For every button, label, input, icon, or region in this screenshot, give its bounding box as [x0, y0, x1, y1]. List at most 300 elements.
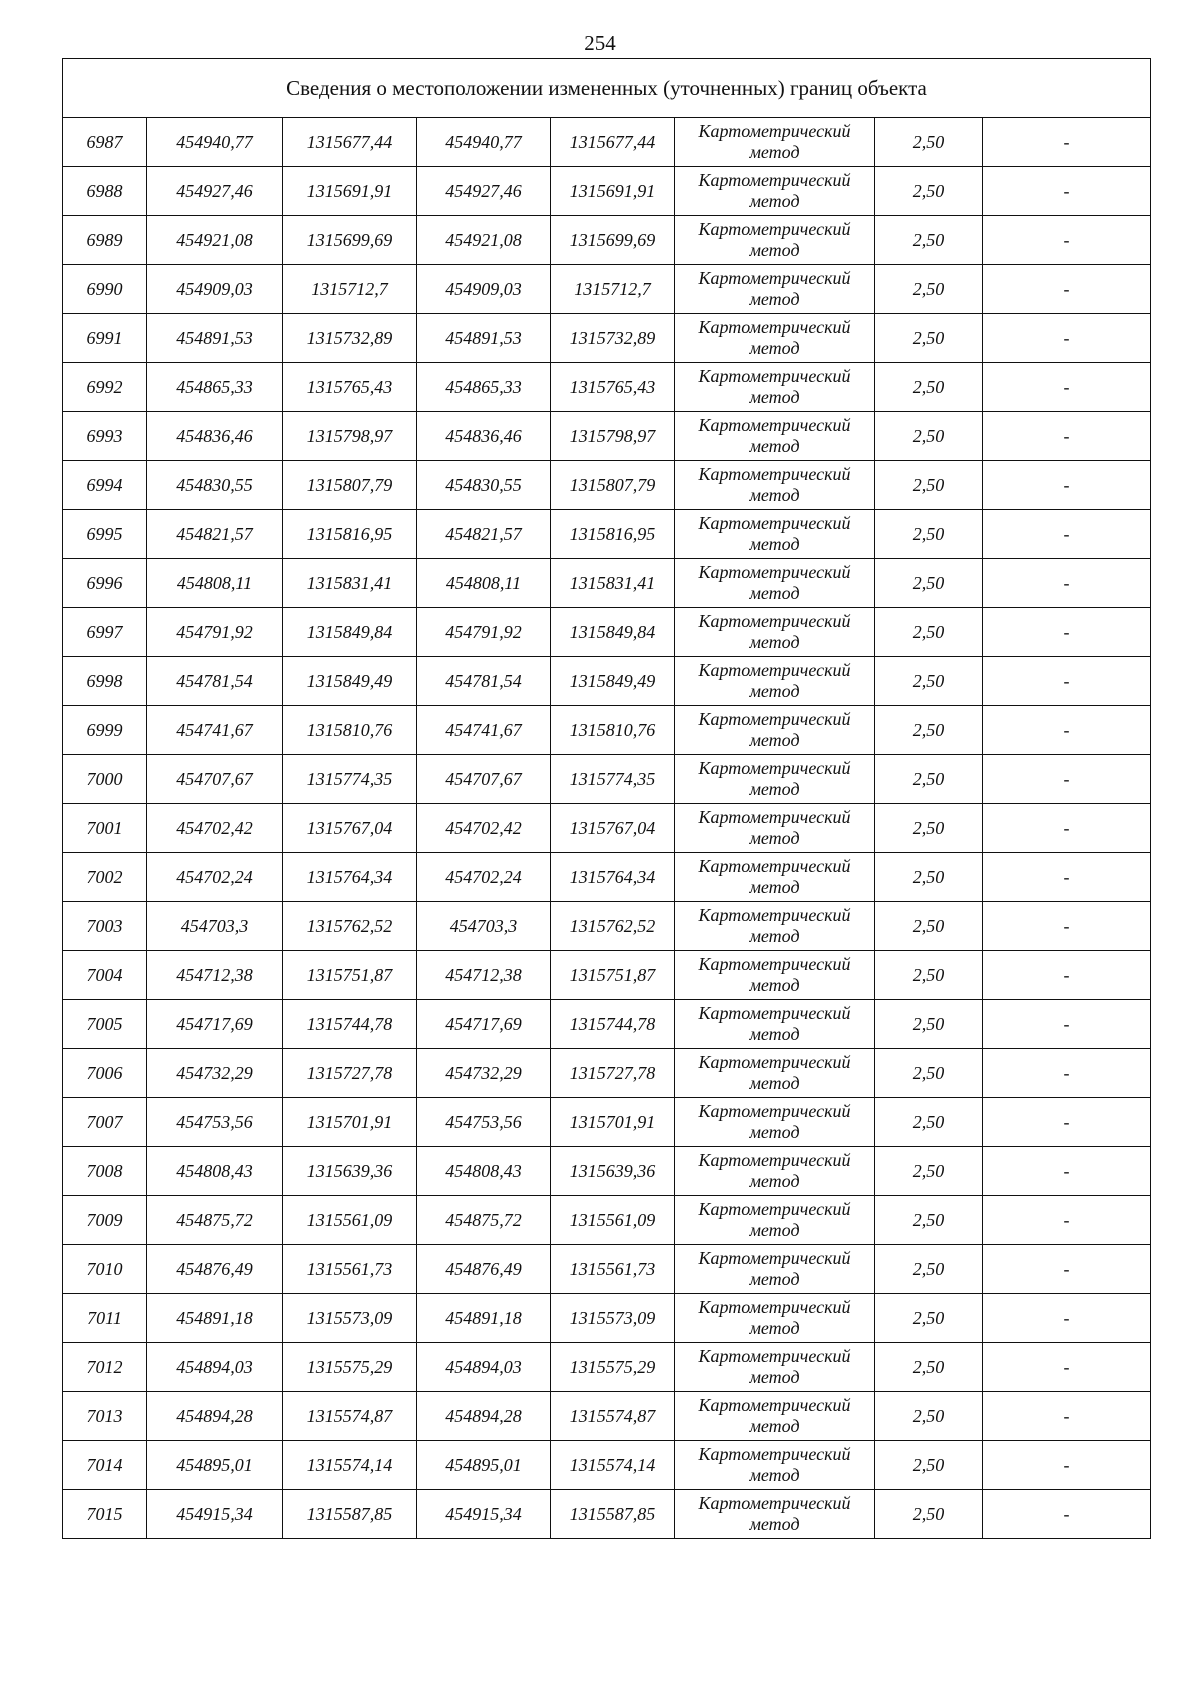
method-text: Картометрический: [698, 1150, 851, 1170]
existing-x-cell: 454836,46: [147, 412, 283, 461]
description-cell: -: [983, 510, 1151, 559]
accuracy-cell: 2,50: [875, 1343, 983, 1392]
method-text: Картометрический: [698, 1297, 851, 1317]
method-text: Картометрический: [698, 660, 851, 680]
accuracy-cell: 2,50: [875, 853, 983, 902]
method-text: метод: [749, 1122, 800, 1142]
point-number-cell: 7005: [63, 1000, 147, 1049]
refined-x-cell: 454891,53: [417, 314, 551, 363]
method-text: метод: [749, 632, 800, 652]
description-cell: -: [983, 657, 1151, 706]
description-cell: -: [983, 1343, 1151, 1392]
refined-y-cell: 1315587,85: [551, 1490, 675, 1539]
method-text: метод: [749, 1220, 800, 1240]
method-cell: [675, 461, 875, 510]
existing-y-cell: 1315810,76: [283, 706, 417, 755]
point-number-cell: 7003: [63, 902, 147, 951]
method-text: Картометрический: [698, 1395, 851, 1415]
point-number-cell: 7004: [63, 951, 147, 1000]
accuracy-cell: 2,50: [875, 951, 983, 1000]
method-text: Картометрический: [698, 513, 851, 533]
accuracy-cell: 2,50: [875, 902, 983, 951]
refined-x-cell: 454875,72: [417, 1196, 551, 1245]
table-body: [63, 59, 1151, 1539]
existing-y-cell: 1315727,78: [283, 1049, 417, 1098]
method-text: Картометрический: [698, 268, 851, 288]
method-text: метод: [749, 681, 800, 701]
method-text: метод: [749, 534, 800, 554]
method-text: метод: [749, 877, 800, 897]
description-cell: -: [983, 559, 1151, 608]
accuracy-cell: 2,50: [875, 1000, 983, 1049]
point-number-cell: 7013: [63, 1392, 147, 1441]
method-text: Картометрический: [698, 562, 851, 582]
refined-x-cell: 454876,49: [417, 1245, 551, 1294]
refined-x-cell: 454753,56: [417, 1098, 551, 1147]
method-cell: [675, 1196, 875, 1245]
accuracy-cell: 2,50: [875, 1196, 983, 1245]
method-text: Картометрический: [698, 954, 851, 974]
refined-x-cell: 454702,42: [417, 804, 551, 853]
method-text: Картометрический: [698, 366, 851, 386]
description-cell: -: [983, 363, 1151, 412]
method-cell: [675, 657, 875, 706]
existing-x-cell: 454702,24: [147, 853, 283, 902]
method-text: метод: [749, 1367, 800, 1387]
accuracy-cell: 2,50: [875, 1147, 983, 1196]
method-text: метод: [749, 1514, 800, 1534]
existing-x-cell: 454830,55: [147, 461, 283, 510]
table-row: [63, 902, 1151, 951]
refined-x-cell: 454891,18: [417, 1294, 551, 1343]
refined-x-cell: 454909,03: [417, 265, 551, 314]
existing-x-cell: 454894,03: [147, 1343, 283, 1392]
point-number-cell: 6988: [63, 167, 147, 216]
method-cell: [675, 363, 875, 412]
refined-x-cell: 454894,03: [417, 1343, 551, 1392]
table-row: [63, 1245, 1151, 1294]
table-row: [63, 853, 1151, 902]
method-text: Картометрический: [698, 415, 851, 435]
table-title-row: [63, 59, 1151, 118]
method-text: метод: [749, 436, 800, 456]
refined-y-cell: 1315807,79: [551, 461, 675, 510]
method-text: Картометрический: [698, 1493, 851, 1513]
accuracy-cell: 2,50: [875, 1392, 983, 1441]
method-text: Картометрический: [698, 464, 851, 484]
method-text: Картометрический: [698, 758, 851, 778]
existing-x-cell: 454732,29: [147, 1049, 283, 1098]
table-row: [63, 265, 1151, 314]
accuracy-cell: 2,50: [875, 265, 983, 314]
description-cell: -: [983, 706, 1151, 755]
table-row: [63, 1196, 1151, 1245]
description-cell: -: [983, 1441, 1151, 1490]
description-cell: -: [983, 804, 1151, 853]
existing-x-cell: 454895,01: [147, 1441, 283, 1490]
table-row: [63, 1147, 1151, 1196]
point-number-cell: 6987: [63, 118, 147, 167]
method-text: Картометрический: [698, 1248, 851, 1268]
accuracy-cell: 2,50: [875, 1490, 983, 1539]
method-text: метод: [749, 1465, 800, 1485]
table-row: [63, 1490, 1151, 1539]
point-number-cell: 7000: [63, 755, 147, 804]
method-cell: [675, 1147, 875, 1196]
table-row: [63, 1343, 1151, 1392]
table-row: [63, 510, 1151, 559]
existing-y-cell: 1315764,34: [283, 853, 417, 902]
existing-y-cell: 1315573,09: [283, 1294, 417, 1343]
method-cell: [675, 755, 875, 804]
method-text: метод: [749, 583, 800, 603]
point-number-cell: 6991: [63, 314, 147, 363]
existing-y-cell: 1315574,14: [283, 1441, 417, 1490]
description-cell: -: [983, 1392, 1151, 1441]
refined-x-cell: 454732,29: [417, 1049, 551, 1098]
description-cell: -: [983, 1000, 1151, 1049]
refined-x-cell: 454712,38: [417, 951, 551, 1000]
refined-y-cell: 1315639,36: [551, 1147, 675, 1196]
existing-y-cell: 1315744,78: [283, 1000, 417, 1049]
table-row: [63, 412, 1151, 461]
table-row: [63, 1000, 1151, 1049]
existing-x-cell: 454875,72: [147, 1196, 283, 1245]
description-cell: -: [983, 1147, 1151, 1196]
method-text: Картометрический: [698, 1101, 851, 1121]
method-cell: [675, 167, 875, 216]
existing-y-cell: 1315677,44: [283, 118, 417, 167]
method-cell: [675, 559, 875, 608]
existing-x-cell: 454891,53: [147, 314, 283, 363]
description-cell: -: [983, 118, 1151, 167]
refined-x-cell: 454741,67: [417, 706, 551, 755]
method-text: Картометрический: [698, 856, 851, 876]
table-title: Сведения о местоположении измененных (уточненных) границ объекта: [63, 59, 1151, 118]
method-text: Картометрический: [698, 807, 851, 827]
refined-y-cell: 1315744,78: [551, 1000, 675, 1049]
existing-y-cell: 1315798,97: [283, 412, 417, 461]
method-cell: [675, 216, 875, 265]
refined-y-cell: 1315677,44: [551, 118, 675, 167]
accuracy-cell: 2,50: [875, 804, 983, 853]
accuracy-cell: 2,50: [875, 1049, 983, 1098]
method-text: метод: [749, 730, 800, 750]
method-text: метод: [749, 1269, 800, 1289]
existing-x-cell: 454808,11: [147, 559, 283, 608]
method-cell: [675, 706, 875, 755]
accuracy-cell: 2,50: [875, 314, 983, 363]
method-cell: [675, 510, 875, 559]
existing-y-cell: 1315774,35: [283, 755, 417, 804]
refined-x-cell: 454940,77: [417, 118, 551, 167]
table-row: [63, 951, 1151, 1000]
description-cell: -: [983, 755, 1151, 804]
point-number-cell: 6995: [63, 510, 147, 559]
table-row: [63, 1098, 1151, 1147]
refined-x-cell: 454707,67: [417, 755, 551, 804]
refined-y-cell: 1315816,95: [551, 510, 675, 559]
accuracy-cell: 2,50: [875, 657, 983, 706]
refined-x-cell: 454921,08: [417, 216, 551, 265]
method-text: метод: [749, 828, 800, 848]
refined-y-cell: 1315774,35: [551, 755, 675, 804]
existing-y-cell: 1315762,52: [283, 902, 417, 951]
method-text: Картометрический: [698, 1052, 851, 1072]
description-cell: -: [983, 1490, 1151, 1539]
description-cell: -: [983, 1196, 1151, 1245]
method-cell: [675, 1294, 875, 1343]
description-cell: -: [983, 902, 1151, 951]
table-row: [63, 167, 1151, 216]
method-text: метод: [749, 240, 800, 260]
existing-x-cell: 454894,28: [147, 1392, 283, 1441]
point-number-cell: 6992: [63, 363, 147, 412]
refined-x-cell: 454808,43: [417, 1147, 551, 1196]
point-number-cell: 7007: [63, 1098, 147, 1147]
method-cell: [675, 1098, 875, 1147]
existing-y-cell: 1315807,79: [283, 461, 417, 510]
accuracy-cell: 2,50: [875, 1441, 983, 1490]
point-number-cell: 6998: [63, 657, 147, 706]
point-number-cell: 6996: [63, 559, 147, 608]
method-text: метод: [749, 142, 800, 162]
existing-x-cell: 454915,34: [147, 1490, 283, 1539]
table-row: [63, 755, 1151, 804]
refined-x-cell: 454703,3: [417, 902, 551, 951]
existing-y-cell: 1315701,91: [283, 1098, 417, 1147]
refined-x-cell: 454927,46: [417, 167, 551, 216]
accuracy-cell: 2,50: [875, 1098, 983, 1147]
method-text: Картометрический: [698, 709, 851, 729]
refined-x-cell: 454915,34: [417, 1490, 551, 1539]
point-number-cell: 7014: [63, 1441, 147, 1490]
existing-x-cell: 454876,49: [147, 1245, 283, 1294]
refined-y-cell: 1315764,34: [551, 853, 675, 902]
table-row: [63, 657, 1151, 706]
table-row: [63, 608, 1151, 657]
method-text: метод: [749, 1318, 800, 1338]
refined-y-cell: 1315699,69: [551, 216, 675, 265]
refined-y-cell: 1315575,29: [551, 1343, 675, 1392]
accuracy-cell: 2,50: [875, 118, 983, 167]
refined-y-cell: 1315765,43: [551, 363, 675, 412]
point-number-cell: 6990: [63, 265, 147, 314]
method-text: Картометрический: [698, 1003, 851, 1023]
method-text: метод: [749, 338, 800, 358]
accuracy-cell: 2,50: [875, 559, 983, 608]
existing-y-cell: 1315751,87: [283, 951, 417, 1000]
existing-y-cell: 1315849,49: [283, 657, 417, 706]
existing-x-cell: 454781,54: [147, 657, 283, 706]
description-cell: -: [983, 608, 1151, 657]
method-cell: [675, 1392, 875, 1441]
existing-y-cell: 1315732,89: [283, 314, 417, 363]
refined-x-cell: 454830,55: [417, 461, 551, 510]
accuracy-cell: 2,50: [875, 755, 983, 804]
method-text: метод: [749, 1171, 800, 1191]
refined-x-cell: 454808,11: [417, 559, 551, 608]
method-text: Картометрический: [698, 219, 851, 239]
refined-x-cell: 454894,28: [417, 1392, 551, 1441]
existing-x-cell: 454791,92: [147, 608, 283, 657]
method-cell: [675, 1441, 875, 1490]
point-number-cell: 7015: [63, 1490, 147, 1539]
point-number-cell: 7002: [63, 853, 147, 902]
table-row: [63, 706, 1151, 755]
existing-y-cell: 1315849,84: [283, 608, 417, 657]
point-number-cell: 7006: [63, 1049, 147, 1098]
method-cell: [675, 853, 875, 902]
table-row: [63, 363, 1151, 412]
refined-y-cell: 1315573,09: [551, 1294, 675, 1343]
accuracy-cell: 2,50: [875, 461, 983, 510]
accuracy-cell: 2,50: [875, 1294, 983, 1343]
method-text: Картометрический: [698, 1444, 851, 1464]
method-text: метод: [749, 1024, 800, 1044]
point-number-cell: 6993: [63, 412, 147, 461]
refined-x-cell: 454717,69: [417, 1000, 551, 1049]
accuracy-cell: 2,50: [875, 167, 983, 216]
method-cell: [675, 118, 875, 167]
refined-y-cell: 1315849,49: [551, 657, 675, 706]
existing-y-cell: 1315587,85: [283, 1490, 417, 1539]
description-cell: -: [983, 1049, 1151, 1098]
description-cell: -: [983, 265, 1151, 314]
accuracy-cell: 2,50: [875, 216, 983, 265]
table-row: [63, 216, 1151, 265]
existing-x-cell: 454702,42: [147, 804, 283, 853]
refined-y-cell: 1315849,84: [551, 608, 675, 657]
table-row: [63, 461, 1151, 510]
refined-y-cell: 1315798,97: [551, 412, 675, 461]
method-text: метод: [749, 975, 800, 995]
table-row: [63, 559, 1151, 608]
existing-x-cell: 454921,08: [147, 216, 283, 265]
method-text: Картометрический: [698, 121, 851, 141]
accuracy-cell: 2,50: [875, 1245, 983, 1294]
description-cell: -: [983, 1294, 1151, 1343]
existing-y-cell: 1315767,04: [283, 804, 417, 853]
existing-x-cell: 454712,38: [147, 951, 283, 1000]
method-text: метод: [749, 191, 800, 211]
accuracy-cell: 2,50: [875, 510, 983, 559]
existing-y-cell: 1315691,91: [283, 167, 417, 216]
refined-x-cell: 454821,57: [417, 510, 551, 559]
existing-x-cell: 454808,43: [147, 1147, 283, 1196]
method-cell: [675, 1000, 875, 1049]
existing-y-cell: 1315816,95: [283, 510, 417, 559]
description-cell: -: [983, 314, 1151, 363]
refined-y-cell: 1315574,14: [551, 1441, 675, 1490]
point-number-cell: 7001: [63, 804, 147, 853]
refined-x-cell: 454836,46: [417, 412, 551, 461]
table-row: [63, 1294, 1151, 1343]
method-text: метод: [749, 779, 800, 799]
existing-y-cell: 1315574,87: [283, 1392, 417, 1441]
method-cell: [675, 412, 875, 461]
existing-x-cell: 454927,46: [147, 167, 283, 216]
existing-x-cell: 454703,3: [147, 902, 283, 951]
point-number-cell: 7008: [63, 1147, 147, 1196]
refined-x-cell: 454895,01: [417, 1441, 551, 1490]
refined-y-cell: 1315691,91: [551, 167, 675, 216]
refined-y-cell: 1315767,04: [551, 804, 675, 853]
page-number: 254: [584, 31, 616, 55]
point-number-cell: 7010: [63, 1245, 147, 1294]
table-row: [63, 1441, 1151, 1490]
method-cell: [675, 608, 875, 657]
existing-y-cell: 1315575,29: [283, 1343, 417, 1392]
refined-x-cell: 454791,92: [417, 608, 551, 657]
existing-y-cell: 1315699,69: [283, 216, 417, 265]
method-cell: [675, 265, 875, 314]
point-number-cell: 7011: [63, 1294, 147, 1343]
description-cell: -: [983, 167, 1151, 216]
accuracy-cell: 2,50: [875, 706, 983, 755]
point-number-cell: 7012: [63, 1343, 147, 1392]
existing-x-cell: 454753,56: [147, 1098, 283, 1147]
existing-x-cell: 454891,18: [147, 1294, 283, 1343]
method-text: метод: [749, 926, 800, 946]
existing-x-cell: 454707,67: [147, 755, 283, 804]
refined-y-cell: 1315574,87: [551, 1392, 675, 1441]
description-cell: -: [983, 1098, 1151, 1147]
method-text: Картометрический: [698, 317, 851, 337]
refined-x-cell: 454702,24: [417, 853, 551, 902]
method-text: Картометрический: [698, 170, 851, 190]
method-cell: [675, 902, 875, 951]
method-cell: [675, 1343, 875, 1392]
point-number-cell: 6994: [63, 461, 147, 510]
existing-x-cell: 454865,33: [147, 363, 283, 412]
table-row: [63, 1392, 1151, 1441]
refined-y-cell: 1315810,76: [551, 706, 675, 755]
refined-x-cell: 454781,54: [417, 657, 551, 706]
refined-y-cell: 1315732,89: [551, 314, 675, 363]
refined-y-cell: 1315831,41: [551, 559, 675, 608]
refined-y-cell: 1315561,73: [551, 1245, 675, 1294]
point-number-cell: 6997: [63, 608, 147, 657]
refined-y-cell: 1315727,78: [551, 1049, 675, 1098]
table-row: [63, 314, 1151, 363]
method-text: метод: [749, 485, 800, 505]
refined-y-cell: 1315762,52: [551, 902, 675, 951]
existing-y-cell: 1315639,36: [283, 1147, 417, 1196]
refined-x-cell: 454865,33: [417, 363, 551, 412]
method-text: Картометрический: [698, 905, 851, 925]
method-text: Картометрический: [698, 1346, 851, 1366]
accuracy-cell: 2,50: [875, 412, 983, 461]
point-number-cell: 6989: [63, 216, 147, 265]
existing-y-cell: 1315831,41: [283, 559, 417, 608]
method-text: метод: [749, 289, 800, 309]
method-text: метод: [749, 1073, 800, 1093]
method-cell: [675, 1245, 875, 1294]
description-cell: -: [983, 216, 1151, 265]
existing-y-cell: 1315765,43: [283, 363, 417, 412]
method-cell: [675, 804, 875, 853]
method-text: Картометрический: [698, 1199, 851, 1219]
existing-y-cell: 1315561,09: [283, 1196, 417, 1245]
method-cell: [675, 951, 875, 1000]
point-number-cell: 7009: [63, 1196, 147, 1245]
refined-y-cell: 1315712,7: [551, 265, 675, 314]
refined-y-cell: 1315751,87: [551, 951, 675, 1000]
existing-x-cell: 454940,77: [147, 118, 283, 167]
accuracy-cell: 2,50: [875, 363, 983, 412]
boundary-coordinates-table: [62, 58, 1151, 1539]
